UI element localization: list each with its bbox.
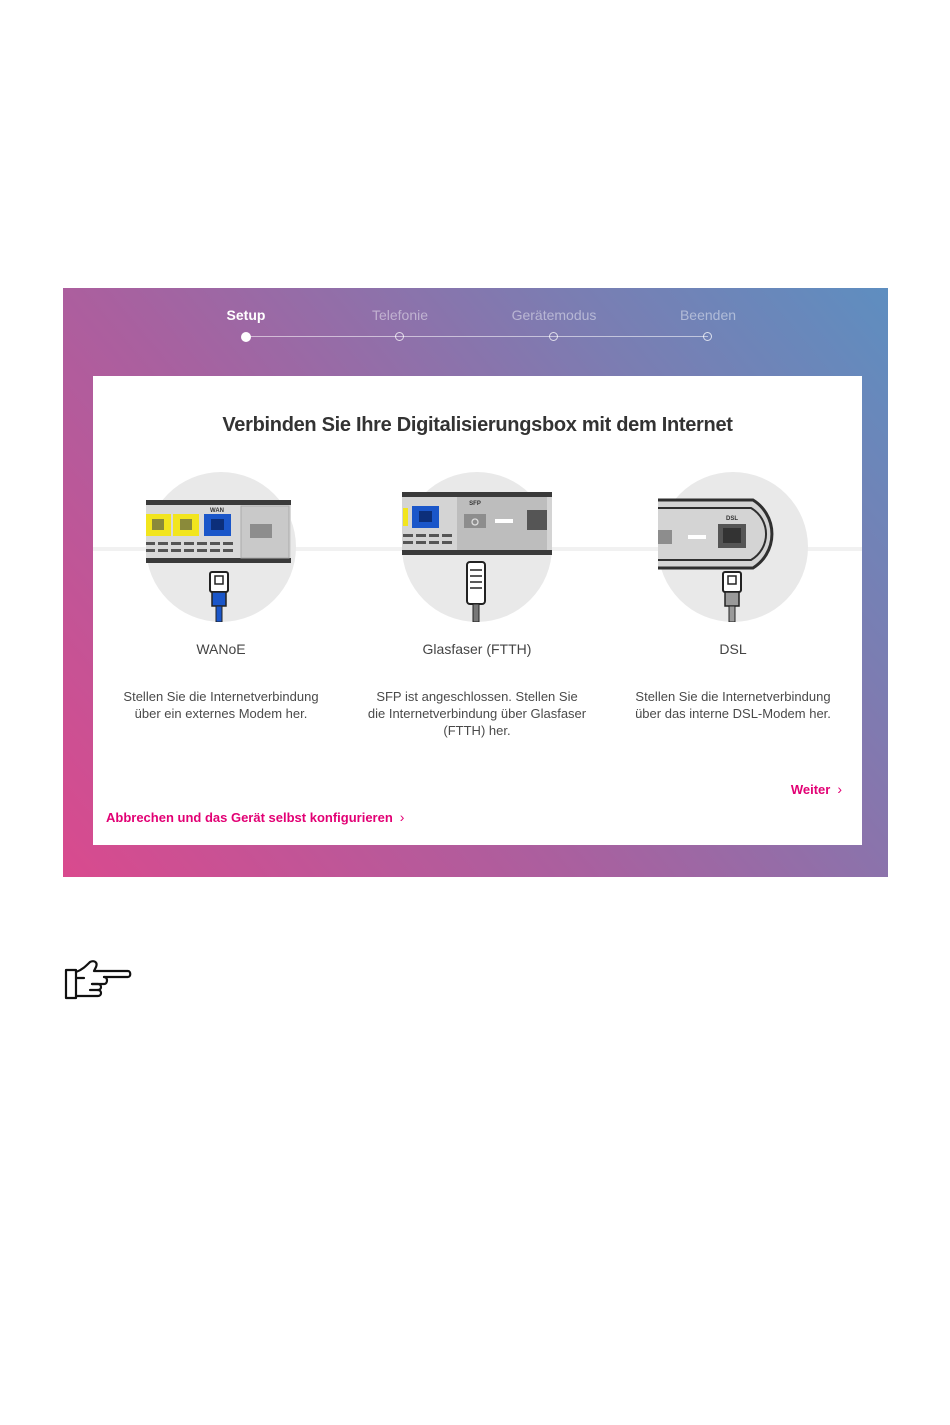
option-dsl-description: Stellen Sie die Internetverbindung über das interne DSL-Modem her. <box>635 689 831 721</box>
option-wanoe-description: Stellen Sie die Internetverbindung über ein externes Modem her. <box>123 689 319 721</box>
step-telefonie-dot <box>395 332 404 341</box>
cancel-configure-label: Abbrechen und das Gerät selbst konfigurieren <box>106 810 393 825</box>
step-geraetemodus-dot <box>549 332 558 341</box>
next-button-label: Weiter <box>790 782 831 797</box>
dsl-port-icon <box>658 472 808 622</box>
setup-stepper <box>63 288 888 358</box>
cancel-configure-link[interactable] <box>106 809 404 825</box>
stepper-line <box>246 336 708 337</box>
chevron-right-icon: › <box>399 809 405 825</box>
step-beenden-dot <box>703 332 712 341</box>
port-label-text: DSL <box>726 516 738 522</box>
step-setup-dot <box>241 332 251 342</box>
pointing-hand-icon <box>64 958 132 1002</box>
option-dsl[interactable] <box>605 472 861 752</box>
option-wanoe[interactable] <box>93 472 349 752</box>
option-wanoe-label: WANoE <box>196 641 246 657</box>
option-glasfaser[interactable] <box>349 472 605 752</box>
option-glasfaser-description: SFP ist angeschlossen. Stellen Sie die Internetverbindung über Glasfaser (FTTH) her. <box>367 689 587 738</box>
step-setup-label: Setup <box>226 307 266 323</box>
step-telefonie-label: Telefonie <box>371 307 429 323</box>
page-title: Verbinden Sie Ihre Digitalisierungsbox mit dem Internet <box>222 414 733 436</box>
connection-card <box>93 376 862 845</box>
step-geraetemodus-label: Gerätemodus <box>511 307 597 323</box>
chevron-right-icon: › <box>837 781 842 797</box>
wan-port-icon <box>146 472 296 622</box>
port-label-text: WAN <box>210 508 224 514</box>
setup-wizard-screen <box>63 288 888 877</box>
step-beenden-label: Beenden <box>679 307 737 323</box>
port-label-text: SFP <box>469 501 481 507</box>
next-button[interactable] <box>791 781 842 797</box>
sfp-port-icon <box>402 472 552 622</box>
option-glasfaser-label: Glasfaser (FTTH) <box>422 641 532 657</box>
option-dsl-label: DSL <box>719 641 747 657</box>
